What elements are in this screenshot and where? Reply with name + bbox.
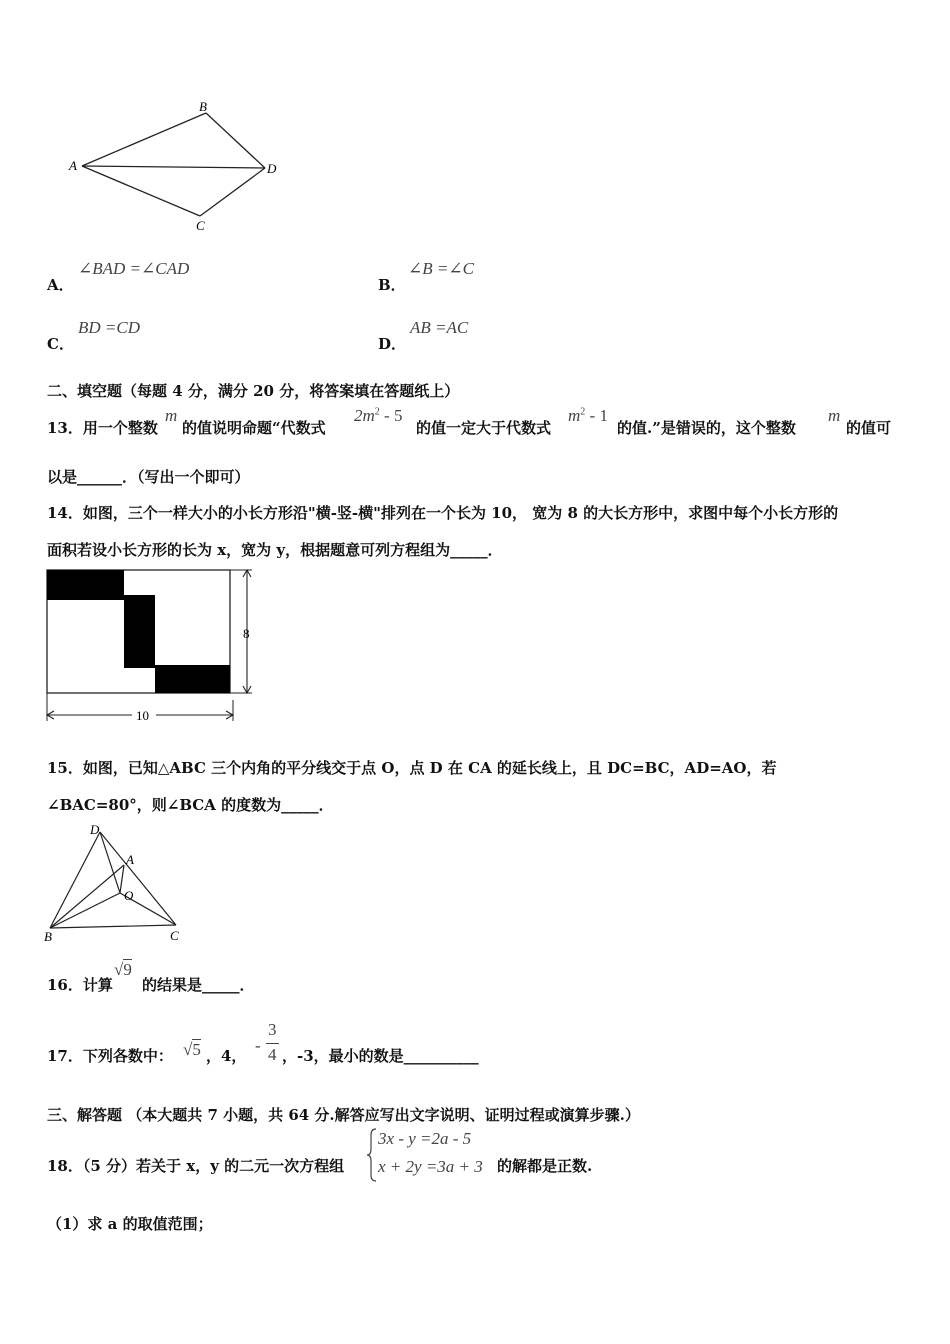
label-D: D (90, 822, 100, 837)
small-rectangle-top (47, 570, 124, 600)
segment-AD (82, 166, 265, 168)
q13-text-4: 的值.”是错误的，这个整数 (617, 419, 796, 437)
q14-text-line1: 14．如图，三个一样大小的小长方形沿"横-竖-横"排列在一个长为 10， 宽为 8 的大长方形中，求图中每个小长方形的 (47, 504, 839, 522)
rectangle-figure (40, 565, 265, 730)
q15-text-line1: 15．如图，已知△ABC 三个内角的平分线交于点 O，点 D 在 CA 的延长线上，且 DC=BC，AD=AO，若 (47, 759, 777, 777)
q13-text-3: 的值一定大于代数式 (416, 419, 552, 437)
q15-text-line2: ∠BAC=80°，则∠BCA 的度数为_____． (47, 796, 334, 814)
segment-DC (100, 832, 176, 925)
label-C: C (196, 218, 205, 233)
label-O: O (124, 888, 134, 903)
q18-text-1: 18．（5 分）若关于 x，y 的二元一次方程组 (47, 1157, 345, 1175)
q18-equation-1: 3x - y =2a - 5 (378, 1129, 472, 1148)
segment-BC (50, 925, 176, 928)
q13-variable-m-2: m (828, 406, 841, 425)
q17-fraction-numerator: 3 (268, 1020, 277, 1039)
option-a-content: ∠BAD =∠CAD (78, 259, 190, 278)
small-rectangle-middle (124, 595, 155, 668)
sqrt-sign-icon: √ (183, 1040, 193, 1059)
label-C: C (170, 928, 179, 943)
q16-sqrt: √9 (114, 960, 132, 979)
segment-DB (50, 832, 100, 928)
option-c-label: C． (47, 335, 74, 353)
q17-fraction-sign: - (255, 1036, 261, 1055)
q18-subquestion-1: （1）求 a 的取值范围； (47, 1215, 213, 1233)
segment-DO (100, 832, 120, 893)
q13-text-5: 的值可 (846, 419, 892, 437)
label-A: A (126, 852, 134, 867)
q13-text-1: 13．用一个整数 (47, 419, 158, 437)
q17-fraction-denominator: 4 (268, 1045, 277, 1064)
label-B: B (44, 929, 52, 944)
section-2-heading: 二、填空题（每题 4 分，满分 20 分，将答案填在答题纸上） (47, 382, 460, 400)
q13-expression-2: $m^2 - 1$ (568, 406, 608, 425)
q17-text-3: ，-3，最小的数是__________ (282, 1047, 479, 1065)
q17-fraction-bar (266, 1043, 279, 1044)
q17-text-1: 17．下列各数中： (47, 1047, 173, 1065)
triangle-figure (40, 820, 190, 945)
q13-text-2: 的值说明命题“代数式 (182, 419, 326, 437)
option-c-content: BD =CD (78, 318, 140, 337)
label-D: D (267, 161, 277, 176)
left-brace-icon (366, 1127, 378, 1183)
option-a-label: A． (47, 276, 74, 294)
q13-variable-m: m (165, 406, 178, 425)
width-label: 10 (136, 708, 149, 723)
q16-text-1: 16．计算 (47, 976, 113, 994)
q13-text-line2: 以是______．（写出一个即可） (47, 468, 250, 486)
q14-text-line2: 面积若设小长方形的长为 x，宽为 y，根据题意可列方程组为_____． (47, 541, 503, 559)
section-3-heading: 三、解答题 （本大题共 7 小题，共 64 分.解答应写出文字说明、证明过程或演算步骤.） (47, 1106, 640, 1124)
segment-CD (200, 168, 265, 216)
segment-BD (206, 113, 265, 168)
q18-equation-2: x + 2y =3a + 3 (378, 1157, 483, 1176)
q17-sqrt: √5 (183, 1040, 201, 1059)
segment-AB (82, 113, 206, 166)
sqrt-sign-icon: √ (114, 960, 124, 979)
quadrilateral-figure (60, 98, 290, 238)
q18-text-2: 的解都是正数. (497, 1157, 593, 1175)
segment-AC (82, 166, 200, 216)
q16-text-2: 的结果是_____． (142, 976, 255, 994)
q17-text-2: ，4， (206, 1047, 247, 1065)
small-rectangle-bottom (155, 665, 230, 693)
option-b-content: ∠B =∠C (408, 259, 474, 278)
label-B: B (199, 99, 207, 114)
height-label: 8 (243, 626, 250, 641)
q13-expression-1: $2m^2 - 5$ (354, 406, 403, 425)
option-d-label: D． (378, 335, 407, 353)
option-d-content: AB =AC (410, 318, 469, 337)
label-A: A (69, 158, 77, 173)
option-b-label: B． (378, 276, 406, 294)
